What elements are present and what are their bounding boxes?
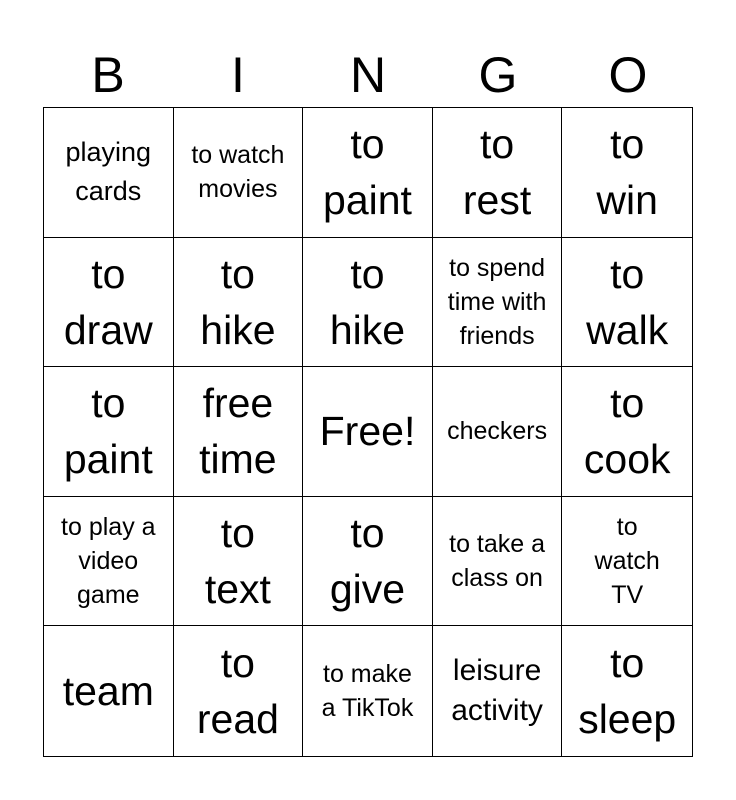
cell-text: to spend time with friends <box>447 253 547 350</box>
bingo-cell-r4c1[interactable] <box>44 497 174 627</box>
bingo-cell-r4c2[interactable] <box>174 497 304 627</box>
bingo-cell-r5c5[interactable] <box>562 626 692 756</box>
header-letter-o: O <box>608 47 648 103</box>
cell-text: to paint <box>63 380 153 483</box>
cell-text: to play a video game <box>61 513 156 610</box>
bingo-cell-r4c3[interactable] <box>303 497 433 627</box>
free-space-text: Free! <box>319 408 416 455</box>
bingo-cell-r3c1[interactable] <box>44 367 174 497</box>
bingo-cell-r1c2[interactable] <box>174 108 304 238</box>
cell-text: to watch movies <box>191 141 285 204</box>
cell-text: team <box>62 668 154 715</box>
bingo-cell-r5c1[interactable] <box>44 626 174 756</box>
cell-text: to take a class on <box>449 530 546 593</box>
cell-text: free time <box>199 380 277 483</box>
bingo-free-space[interactable] <box>303 367 433 497</box>
bingo-cell-r5c3[interactable] <box>303 626 433 756</box>
bingo-cell-r4c5[interactable] <box>562 497 692 627</box>
cell-text: to paint <box>323 121 412 224</box>
cell-text: to win <box>596 121 658 224</box>
bingo-cell-r2c4[interactable] <box>433 238 563 368</box>
cell-text: playing cards <box>65 137 152 207</box>
bingo-cell-r1c1[interactable] <box>44 108 174 238</box>
cell-text: to give <box>329 510 406 613</box>
bingo-cell-r1c4[interactable] <box>433 108 563 238</box>
bingo-cell-r1c5[interactable] <box>562 108 692 238</box>
bingo-header <box>43 44 693 106</box>
header-letter-g: G <box>478 47 518 103</box>
cell-text: to watch TV <box>594 513 660 610</box>
bingo-cell-r2c3[interactable] <box>303 238 433 368</box>
bingo-cell-r3c4[interactable] <box>433 367 563 497</box>
cell-text: to draw <box>63 250 153 353</box>
header-letter-i: I <box>231 47 245 103</box>
cell-text: to rest <box>462 121 532 224</box>
cell-text: to hike <box>200 250 276 353</box>
bingo-cell-r2c1[interactable] <box>44 238 174 368</box>
bingo-cell-r5c4[interactable] <box>433 626 563 756</box>
cell-text: to sleep <box>578 640 677 743</box>
cell-text: to hike <box>329 250 406 353</box>
bingo-cell-r2c5[interactable] <box>562 238 692 368</box>
bingo-cell-r3c5[interactable] <box>562 367 692 497</box>
bingo-cell-r4c4[interactable] <box>433 497 563 627</box>
cell-text: leisure activity <box>451 654 543 728</box>
cell-text: to cook <box>583 380 671 483</box>
bingo-cell-r2c2[interactable] <box>174 238 304 368</box>
bingo-cell-r3c2[interactable] <box>174 367 304 497</box>
cell-text: to make a TikTok <box>321 660 414 723</box>
bingo-cell-r1c3[interactable] <box>303 108 433 238</box>
cell-text: to text <box>204 510 271 613</box>
bingo-board <box>43 107 693 757</box>
header-letter-b: B <box>91 47 125 103</box>
header-letter-n: N <box>349 47 387 103</box>
cell-text: to read <box>196 640 279 743</box>
cell-text: to walk <box>586 250 669 353</box>
bingo-cell-r5c2[interactable] <box>174 626 304 756</box>
cell-text: checkers <box>447 417 548 446</box>
